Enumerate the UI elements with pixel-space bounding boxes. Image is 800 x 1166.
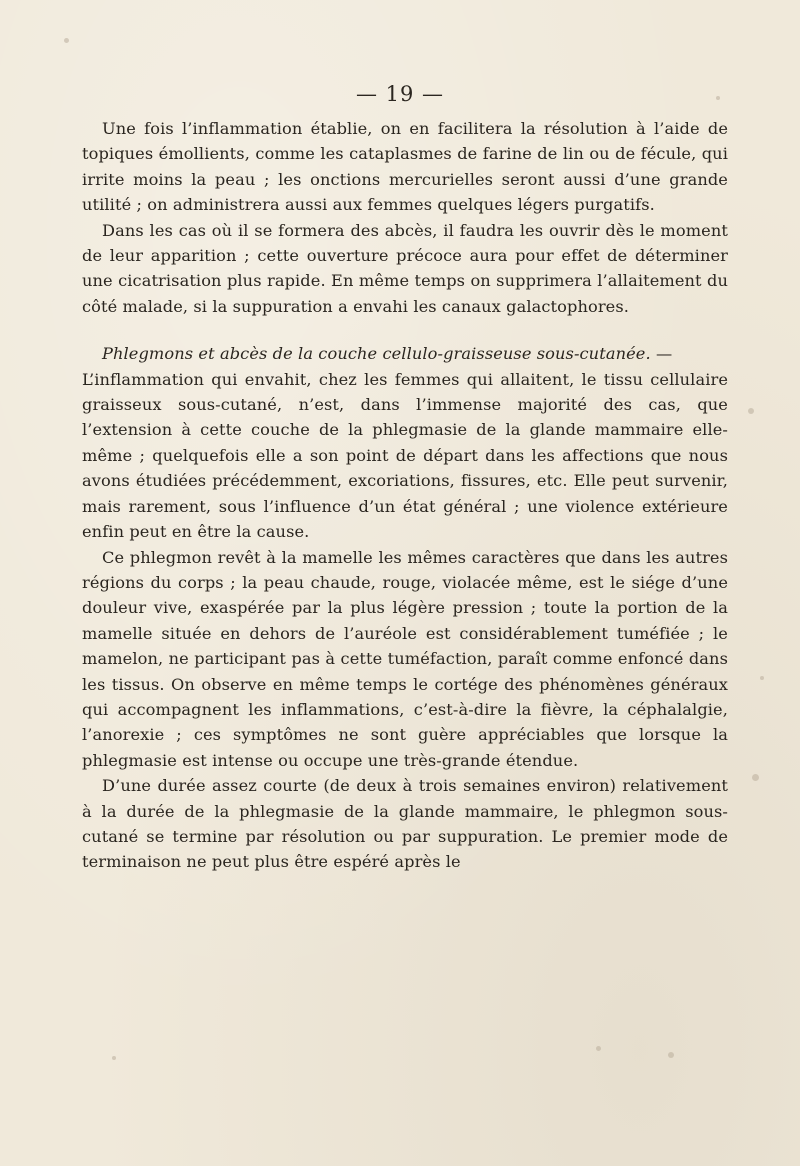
- paper-speck: [64, 38, 69, 43]
- section-heading-paragraph: [82, 341, 728, 366]
- page-text: [82, 116, 728, 875]
- section-dash: —: [650, 344, 673, 364]
- paper-speck: [748, 408, 754, 414]
- page-number: — 19 —: [355, 82, 445, 106]
- paper-speck: [596, 1046, 601, 1051]
- section-gap: [82, 319, 728, 341]
- paper-speck: [752, 774, 759, 781]
- paper-speck: [112, 1056, 116, 1060]
- paper-speck: [668, 1052, 674, 1058]
- paragraph-treatment: Une fois l’inflammation établie, on en facilitera la résolution à l’aide de topiques émollients, comme les cataplasmes de farine de lin ou de fécule, qui irrite moins la peau ; les onctions mercurielles seront aussi d’une grande utilité ; on administrera aussi aux femmes quelques légers purgatifs.: [82, 119, 728, 215]
- paragraph-phlegmon-symptoms: Ce phlegmon revêt à la mamelle les mêmes caractères que dans les autres régions du corps ; la peau chaude, rouge, violacée même, est le siége d’une douleur vive, exaspérée par la plus légère pression ; toute la portion de la mamelle située en dehors de l’auréole est considérablement tuméfiée ; le mamelon, ne participant pas à cette tuméfaction, paraît comme enfoncé dans les tissus. On observe en même temps le cortége des phénomènes généraux qui accompagnent les inflammations, c’est-à-dire la fièvre, la céphalalgie, l’anorexie ; ces symptômes ne sont guère appréciables que lorsque la phlegmasie est intense ou occupe une très-grande étendue.: [82, 547, 728, 770]
- paragraph-phlegmon-duration: D’une durée assez courte (de deux à trois semaines environ) relativement à la durée de la phlegmasie de la glande mammaire, le phlegmon sous-cutané se termine par résolution ou par suppuration. Le premier mode de terminaison ne peut plus être espéré après le: [82, 776, 728, 872]
- paper-speck: [760, 676, 764, 680]
- paragraph-phlegmon-origin: L’inflammation qui envahit, chez les femmes qui allaitent, le tissu cellulaire graisseux sous-cutané, n’est, dans l’immense majorité des cas, que l’extension à cette couche de la phlegmasie de la glande mammaire elle-même ; quelquefois elle a son point de départ dans les affections que nous avons étudiées précédemment, excoriations, fissures, etc. Elle peut survenir, mais rarement, sous l’influence d’un état général ; une violence extérieure enfin peut en être la cause.: [82, 369, 728, 542]
- section-title: Phlegmons et abcès de la couche cellulo-graisseuse sous-cutanée.: [102, 344, 651, 364]
- paragraph-abscess: Dans les cas où il se formera des abcès, il faudra les ouvrir dès le moment de leur apparition ; cette ouverture précoce aura pour effet de déterminer une cicatrisation plus rapide. En même temps on supprimera l’allaitement du côté malade, si la suppuration a envahi les canaux galactophores.: [82, 220, 728, 316]
